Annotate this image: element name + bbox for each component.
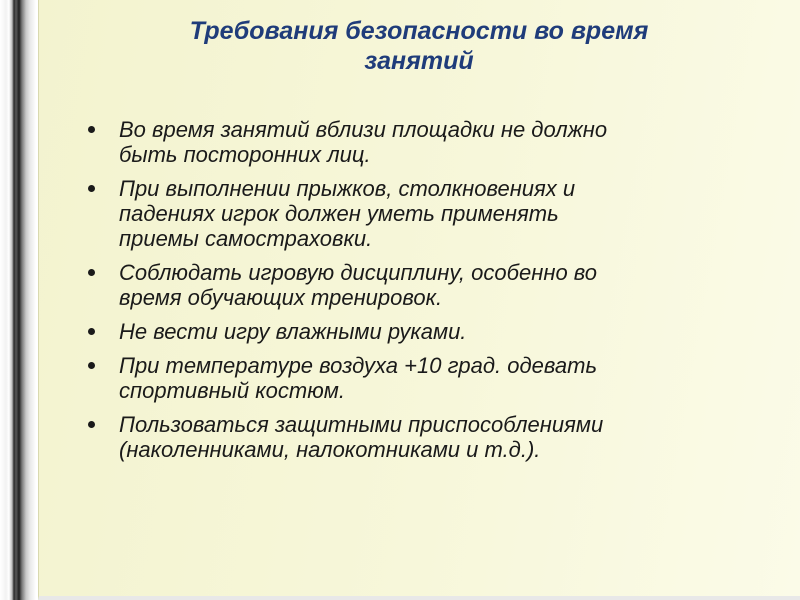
bullet-dot-icon (88, 421, 95, 428)
bullet-text-line: (наколенниками, налокотниками и т.д.). (119, 437, 541, 462)
bullet-item (85, 117, 765, 167)
bullet-dot-icon (88, 362, 95, 369)
bullet-dot-icon (88, 185, 95, 192)
bullet-item (85, 412, 765, 462)
slide (38, 0, 800, 600)
bullet-dot-icon (88, 328, 95, 335)
bullet-text-line: падениях игрок должен уметь применять (119, 201, 559, 226)
bullet-text-line: При выполнении прыжков, столкновениях и (119, 176, 576, 201)
bullet-text-line: При температуре воздуха +10 град. одевать (119, 353, 598, 378)
bullet-text-line: Во время занятий вблизи площадки не должно (119, 117, 608, 142)
bullet-dot-icon (88, 269, 95, 276)
bullet-dot-icon (88, 126, 95, 133)
bullet-text-line: приемы самостраховки. (119, 226, 373, 251)
bullet-list (85, 117, 765, 471)
bullet-item (85, 260, 765, 310)
bullet-text-line: спортивный костюм. (119, 378, 345, 403)
slide-title (99, 16, 739, 76)
bullet-item (85, 176, 765, 251)
bullet-text-line: Не вести игру влажными руками. (119, 319, 467, 344)
slide-title-line1: Требования безопасности во время (189, 17, 649, 45)
page-edge-binding (0, 0, 36, 600)
slide-title-line2: занятий (364, 47, 474, 75)
bullet-text-line: Соблюдать игровую дисциплину, особенно во (119, 260, 598, 285)
bullet-item (85, 319, 765, 344)
bullet-text-line: Пользоваться защитными приспособлениями (119, 412, 604, 437)
bullet-item (85, 353, 765, 403)
bullet-text-line: время обучающих тренировок. (119, 285, 443, 310)
bullet-text-line: быть посторонних лиц. (119, 142, 371, 167)
